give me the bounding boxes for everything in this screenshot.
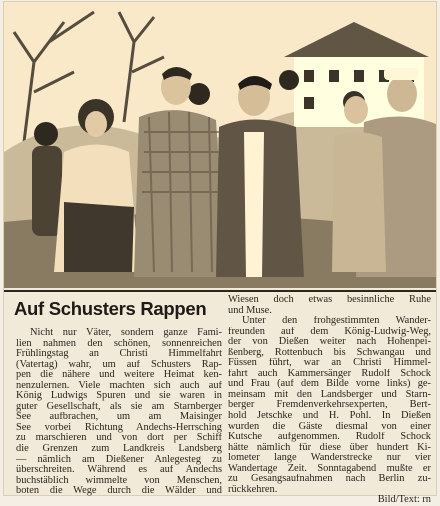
text-line: rückkehren. <box>228 484 278 495</box>
text-line: Frühlingstag an Christi Himmelfahrt <box>16 349 222 360</box>
text-line: meinsam mit den Landsberger und Starn- <box>228 389 431 400</box>
text-line: Füssen führt, war an Christi Himmel- <box>228 358 431 369</box>
text-line: der von Dießen weiter nach Hohenpei- <box>228 337 431 348</box>
text-line: berger Fremdenverkehrsexperten, Bert- <box>228 400 431 411</box>
text-line: pen die nähere und weitere Heimat ken- <box>16 370 222 381</box>
text-line: lien nahmen den schönen, sonnenreichen <box>16 338 222 349</box>
newspaper-clipping <box>4 2 436 506</box>
text-line: überschreiten. Während es auf Andechs <box>16 465 222 476</box>
text-line: See aufbrachen, um am Maisinger <box>16 412 222 423</box>
text-line: ßenberg, Rottenbuch bis Schwangau und <box>228 347 431 358</box>
text-line: boten die Wege durch die Wälder und <box>16 486 222 497</box>
text-line: Wiesen doch etwas besinnliche Ruhe <box>228 295 431 305</box>
text-line: — nämlich am Dießener Anlegesteg zu <box>16 454 222 465</box>
text-line: guter Gesellschaft, als sie am Starnberger <box>16 401 222 412</box>
text-line: Wandertage Zeit. Sonntagabend mußte er <box>228 463 431 474</box>
text-line: Nicht nur Väter, sondern ganze Fami- <box>30 328 222 338</box>
text-line: hätte nämlich für diese über hundert Ki- <box>228 442 431 453</box>
text-line: und Muse. <box>228 305 272 316</box>
caption-divider <box>4 290 436 292</box>
text-line: Kutsche aufgenommen. Rudolf Schock <box>228 432 431 443</box>
article-column-right <box>228 295 431 506</box>
text-line: (Vatertag) wahr, um auf Schusters Rap- <box>16 359 222 370</box>
text-line: hold Jetschke und H. Pohl. In Dießen <box>228 411 431 422</box>
article-headline: Auf Schusters Rappen <box>14 298 207 319</box>
text-line: die Grenzen zum Landkreis Landsberg <box>16 444 222 455</box>
photo-text-credit: Bild/Text: rn <box>377 495 431 506</box>
text-line: See vorbei Richtung Andechs-Herrsching <box>16 422 222 433</box>
text-line: zu Gesangsaufnahmen nach Berlin zu- <box>228 474 431 485</box>
text-line: lometer lange Wanderstrecke nur vier <box>228 453 431 464</box>
text-line: zu marschieren und von dort per Schiff <box>16 433 222 444</box>
text-line: wurden die Gäste diesmal von einer <box>228 421 431 432</box>
text-line: nenzulernen. Viele machten sich auch auf <box>16 380 222 391</box>
text-line: fahrt auch Kammersänger Rudolf Schock <box>228 368 431 379</box>
text-line: buchstäblich wimmelte von Menschen, <box>16 475 222 486</box>
news-photo <box>4 2 436 288</box>
text-line: und Frau (auf dem Bilde vorne links) ge- <box>228 379 431 390</box>
text-line: Unter den frohgestimmten Wander- <box>242 316 431 327</box>
article-column-left <box>16 328 222 497</box>
hikers-photo-illustration <box>4 2 436 288</box>
text-line: König Ludwigs Spuren und sie waren in <box>16 391 222 402</box>
text-line: freunden auf dem König-Ludwig-Weg, <box>228 326 431 337</box>
